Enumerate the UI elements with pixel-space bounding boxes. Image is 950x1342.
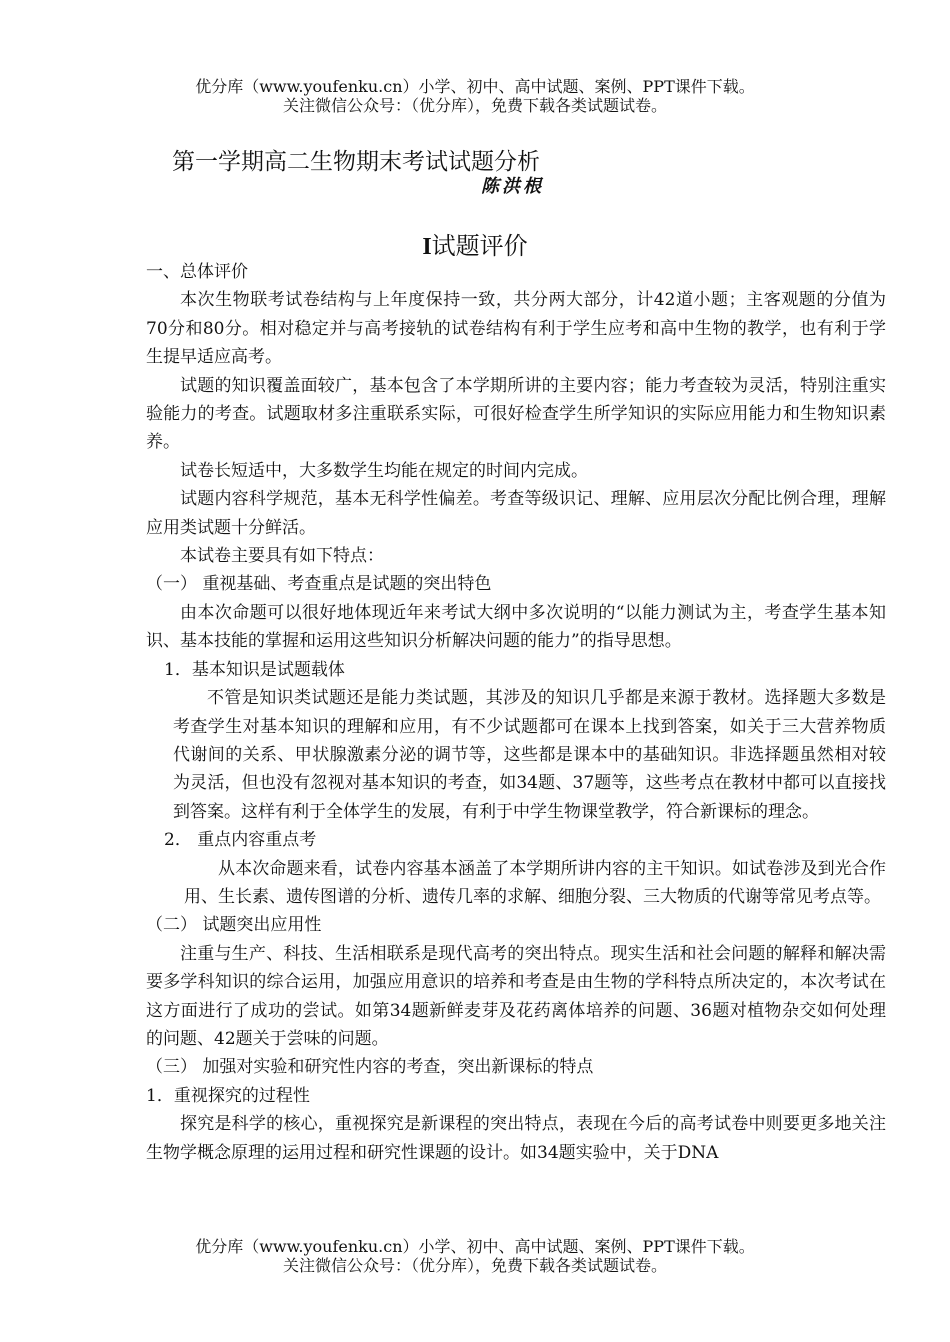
subheading-2: （二） 试题突出应用性 [146,915,322,936]
paragraph: 从本次命题来看，试卷内容基本涵盖了本学期所讲内容的主干知识。如试卷涉及到光合作用、生长素、遗传图谱的分析、遗传几率的求解、细胞分裂、三大物质的代谢等常见考点等。 [184,858,886,907]
section-heading-text: 试题评价 [431,232,528,260]
header-line-1: 优分库（www.youfenku.cn）小学、初中、高中试题、案例、PPT课件下载。 [195,77,755,96]
footer-line-2: 关注微信公众号：（优分库），免费下载各类试题试卷。 [282,1256,667,1275]
subheading-1-2: 2． 重点内容重点考 [164,830,317,851]
subheading-1-1: 1．基本知识是试题载体 [164,659,345,680]
author-name: 陈洪根 [481,176,544,197]
heading-overall-evaluation: 一、总体评价 [146,262,248,282]
paragraph: 试卷长短适中，大多数学生均能在规定的时间内完成。 [180,460,588,481]
subheading-1: （一） 重视基础、考查重点是试题的突出特色 [146,574,492,595]
document-body [146,258,886,1167]
page-footer [0,1237,950,1275]
paragraph: 本试卷主要具有如下特点： [180,546,384,567]
paragraph: 试题内容科学规范，基本无科学性偏差。考查等级识记、理解、应用层次分配比例合理，理解应用类试题十分鲜活。 [146,489,886,538]
document-title: 第一学期高二生物期末考试试题分析 [172,149,540,175]
paragraph: 探究是科学的核心，重视探究是新课程的突出特点，表现在今后的高考试卷中则要更多地关注生物学概念原理的运用过程和研究性课题的设计。如34题实验中，关于DNA [146,1114,886,1163]
section-heading [0,226,950,261]
page-header [0,77,950,115]
subheading-3-1: 1．重视探究的过程性 [146,1085,310,1106]
paragraph: 本次生物联考试卷结构与上年度保持一致，共分两大部分，计42道小题；主客观题的分值为70分和80分。相对稳定并与高考接轨的试卷结构有利于学生应考和高中生物的教学，也有利于学生提早适应高考。 [146,290,886,368]
paragraph: 由本次命题可以很好地体现近年来考试大纲中多次说明的“以能力测试为主，考查学生基本知识、基本技能的掌握和运用这些知识分析解决问题的能力”的指导思想。 [146,602,886,652]
section-numeral: I [422,234,432,260]
footer-line-1: 优分库（www.youfenku.cn）小学、初中、高中试题、案例、PPT课件下载。 [195,1237,755,1256]
paragraph: 注重与生产、科技、生活相联系是现代高考的突出特点。现实生活和社会问题的解释和解决需要多学科知识的综合运用，加强应用意识的培养和考查是由生物的学科特点所决定的，本次考试在这方面进行了成功的尝试。如第34题新鲜麦芽及花药离体培养的问题、36题对植物杂交如何处理的问题、42题关于尝味的问题。 [146,943,886,1049]
paragraph: 试题的知识覆盖面较广，基本包含了本学期所讲的主要内容；能力考查较为灵活，特别注重实验能力的考查。试题取材多注重联系实际，可很好检查学生所学知识的实际应用能力和生物知识素养。 [146,375,886,453]
paragraph: 不管是知识类试题还是能力类试题，其涉及的知识几乎都是来源于教材。选择题大多数是考查学生对基本知识的理解和应用，有不少试题都可在课本上找到答案，如关于三大营养物质代谢间的关系、甲状腺激素分泌的调节等，这些都是课本中的基础知识。非选择题虽然相对较为灵活，但也没有忽视对基本知识的考查，如34题、37题等，这些考点在教材中都可以直接找到答案。这样有利于全体学生的发展，有利于中学生物课堂教学，符合新课标的理念。 [173,688,886,822]
subheading-3: （三） 加强对实验和研究性内容的考查，突出新课标的特点 [146,1057,594,1078]
header-line-2: 关注微信公众号：（优分库），免费下载各类试题试卷。 [282,96,667,115]
